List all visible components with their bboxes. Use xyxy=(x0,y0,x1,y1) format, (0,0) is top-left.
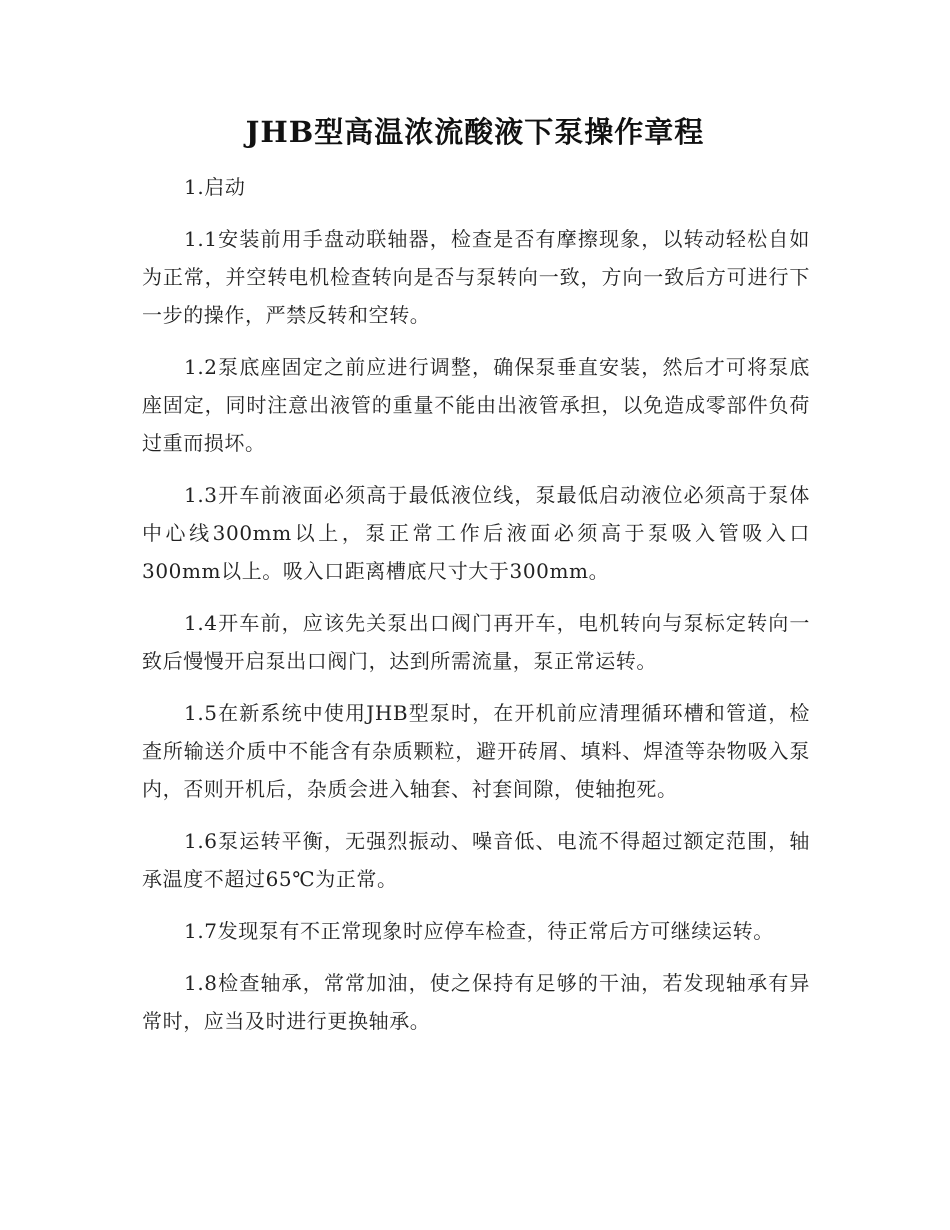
paragraph-1-7: 1.7发现泵有不正常现象时应停车检查，待正常后方可继续运转。 xyxy=(184,919,774,943)
paragraph-1-3: 1.3开车前液面必须高于最低液位线，泵最低启动液位必须高于泵体中心线300mm以上，泵正常工作后液面必须高于泵吸入管吸入口300mm以上。吸入口距离槽底尺寸大于300mm。 xyxy=(142,483,810,583)
paragraph-1-5: 1.5在新系统中使用JHB型泵时，在开机前应清理循环槽和管道，检查所输送介质中不能含有杂质颗粒，避开砖屑、填料、焊渣等杂物吸入泵内，否则开机后，杂质会进入轴套、衬套间隙，使轴抱死。 xyxy=(142,701,810,801)
paragraph-1-8: 1.8检查轴承，常常加油，使之保持有足够的干油，若发现轴承有异常时，应当及时进行更换轴承。 xyxy=(142,971,810,1033)
paragraph-1-1: 1.1安装前用手盘动联轴器，检查是否有摩擦现象，以转动轻松自如为正常，并空转电机检查转向是否与泵转向一致，方向一致后方可进行下一步的操作，严禁反转和空转。 xyxy=(142,227,810,327)
document-body xyxy=(142,168,810,1054)
section-heading: 1.启动 xyxy=(184,175,246,199)
paragraph-1-6: 1.6泵运转平衡，无强烈振动、噪音低、电流不得超过额定范围，轴承温度不超过65℃为正常。 xyxy=(142,829,810,891)
document-title: JHB型高温浓流酸液下泵操作章程 xyxy=(245,115,705,149)
paragraph-1-2: 1.2泵底座固定之前应进行调整，确保泵垂直安装，然后才可将泵底座固定，同时注意出液管的重量不能由出液管承担，以免造成零部件负荷过重而损坏。 xyxy=(142,355,810,455)
paragraph-1-4: 1.4开车前，应该先关泵出口阀门再开车，电机转向与泵标定转向一致后慢慢开启泵出口阀门，达到所需流量，泵正常运转。 xyxy=(142,611,810,673)
